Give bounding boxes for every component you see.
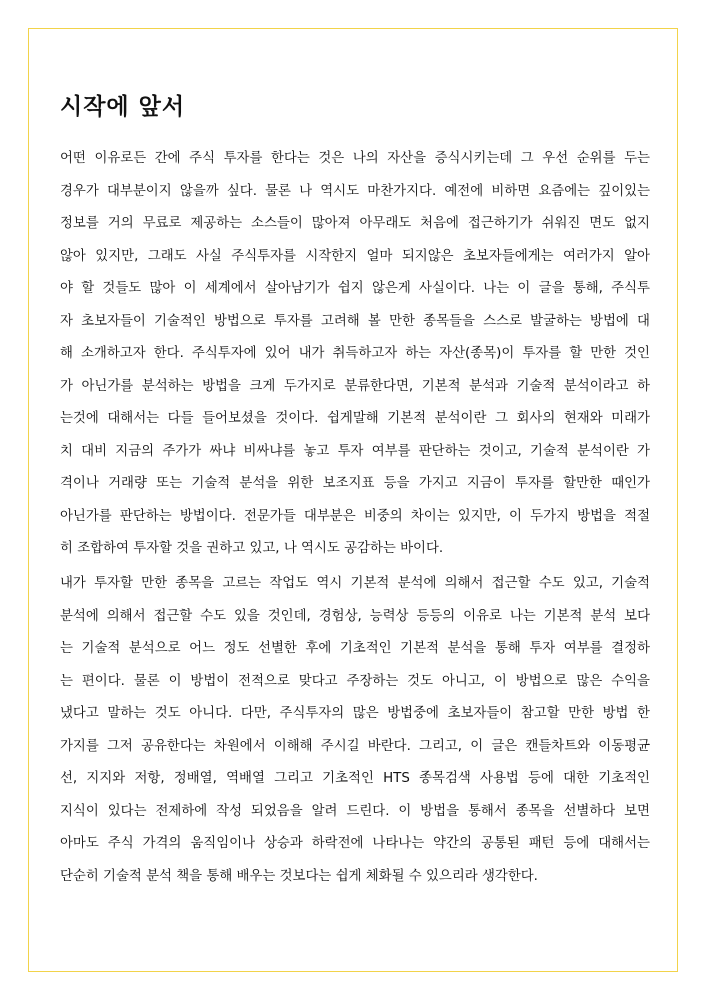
text-line: 경우가 대부분이지 않을까 싶다. 물론 나 역시도 마찬가지다. 예전에 비하면 요즘에는 깊이있는 bbox=[60, 183, 650, 199]
text-line: 격이나 거래량 또는 기술적 분석을 위한 보조지표 등을 가지고 지금이 투자를 할만한 때인가 bbox=[60, 476, 650, 491]
text-line: 아닌가를 판단하는 방법이다. 전문가들 대부분은 비중의 차이는 있지만, 이 두가지 방법을 적절 bbox=[60, 508, 650, 524]
page-title: 시작에 앞서 bbox=[60, 94, 186, 120]
text-line: 야 할 것들도 많아 이 세계에서 살아남기가 쉽지 않은게 사실이다. 나는 이 글을 통해, 주식투 bbox=[60, 281, 650, 296]
text-line: 않아 있지만, 그래도 사실 주식투자를 시작한지 얼마 되지않은 초보자들에게는 여러가지 알아 bbox=[60, 248, 650, 264]
text-line: 치 대비 지금의 주가가 싸냐 비싸냐를 놓고 투자 여부를 판단하는 것이고, 기술적 분석이란 가 bbox=[60, 443, 650, 459]
text-line: 지식이 있다는 전제하에 작성 되었음을 알려 드린다. 이 방법을 통해서 종목을 선별하다 보면 bbox=[60, 803, 650, 819]
text-line: 가 아닌가를 분석하는 방법을 크게 두가지로 분류한다면, 기본적 분석과 기술적 분석이라고 하 bbox=[60, 378, 650, 394]
text-line: 선, 지지와 저항, 정배열, 역배열 그리고 기초적인 HTS 종목검색 사용법 등에 대한 기초적인 bbox=[60, 771, 650, 786]
text-line: 냈다고 말하는 것도 아니다. 다만, 주식투자의 많은 방법중에 초보자들이 참고할 만한 방법 한 bbox=[60, 706, 650, 721]
text-line: 내가 투자할 만한 종목을 고르는 작업도 역시 기본적 분석에 의해서 접근할 수도 있고, 기술적 bbox=[60, 576, 650, 591]
text-line: 어떤 이유로든 간에 주식 투자를 한다는 것은 나의 자산을 증식시키는데 그 우선 순위를 두는 bbox=[60, 151, 650, 166]
text-line-last: 히 조합하여 투자할 것을 권하고 있고, 나 역시도 공감하는 바이다. bbox=[60, 541, 444, 556]
text-line: 해 소개하고자 한다. 주식투자에 있어 내가 취득하고자 하는 자산(종목)이 투자를 할 만한 것인 bbox=[60, 346, 650, 361]
text-line-last: 단순히 기술적 분석 책을 통해 배우는 것보다는 쉽게 체화될 수 있으리라 생각한다. bbox=[60, 868, 538, 884]
paragraph-intro bbox=[60, 143, 650, 566]
paragraph-method bbox=[60, 568, 650, 893]
text-line: 가지를 그저 공유한다는 차원에서 이해해 주시길 바란다. 그리고, 이 글은 캔들차트와 이동평균 bbox=[60, 738, 650, 754]
text-line: 아마도 주식 가격의 움직임이나 상승과 하락전에 나타나는 약간의 공통된 패턴 등에 대해서는 bbox=[60, 836, 650, 851]
text-line: 분석에 의해서 접근할 수도 있을 것인데, 경험상, 능력상 등등의 이유로 나는 기본적 분석 보다 bbox=[60, 608, 650, 624]
text-line: 정보를 거의 무료로 제공하는 소스들이 많아져 아무래도 처음에 접근하기가 쉬워진 면도 없지 bbox=[60, 216, 650, 231]
text-line: 자 초보자들이 기술적인 방법으로 투자를 고려해 볼 만한 종목들을 스스로 발굴하는 방법에 대 bbox=[60, 313, 650, 329]
text-line: 는 기술적 분석으로 어느 정도 선별한 후에 기초적인 기본적 분석을 통해 투자 여부를 결정하 bbox=[60, 641, 650, 656]
text-line: 는것에 대해서는 다들 들어보셨을 것이다. 쉽게말해 기본적 분석이란 그 회사의 현재와 미래가 bbox=[60, 411, 650, 426]
text-line: 는 편이다. 물론 이 방법이 전적으로 맞다고 주장하는 것도 아니고, 이 방법으로 많은 수익을 bbox=[60, 673, 650, 689]
